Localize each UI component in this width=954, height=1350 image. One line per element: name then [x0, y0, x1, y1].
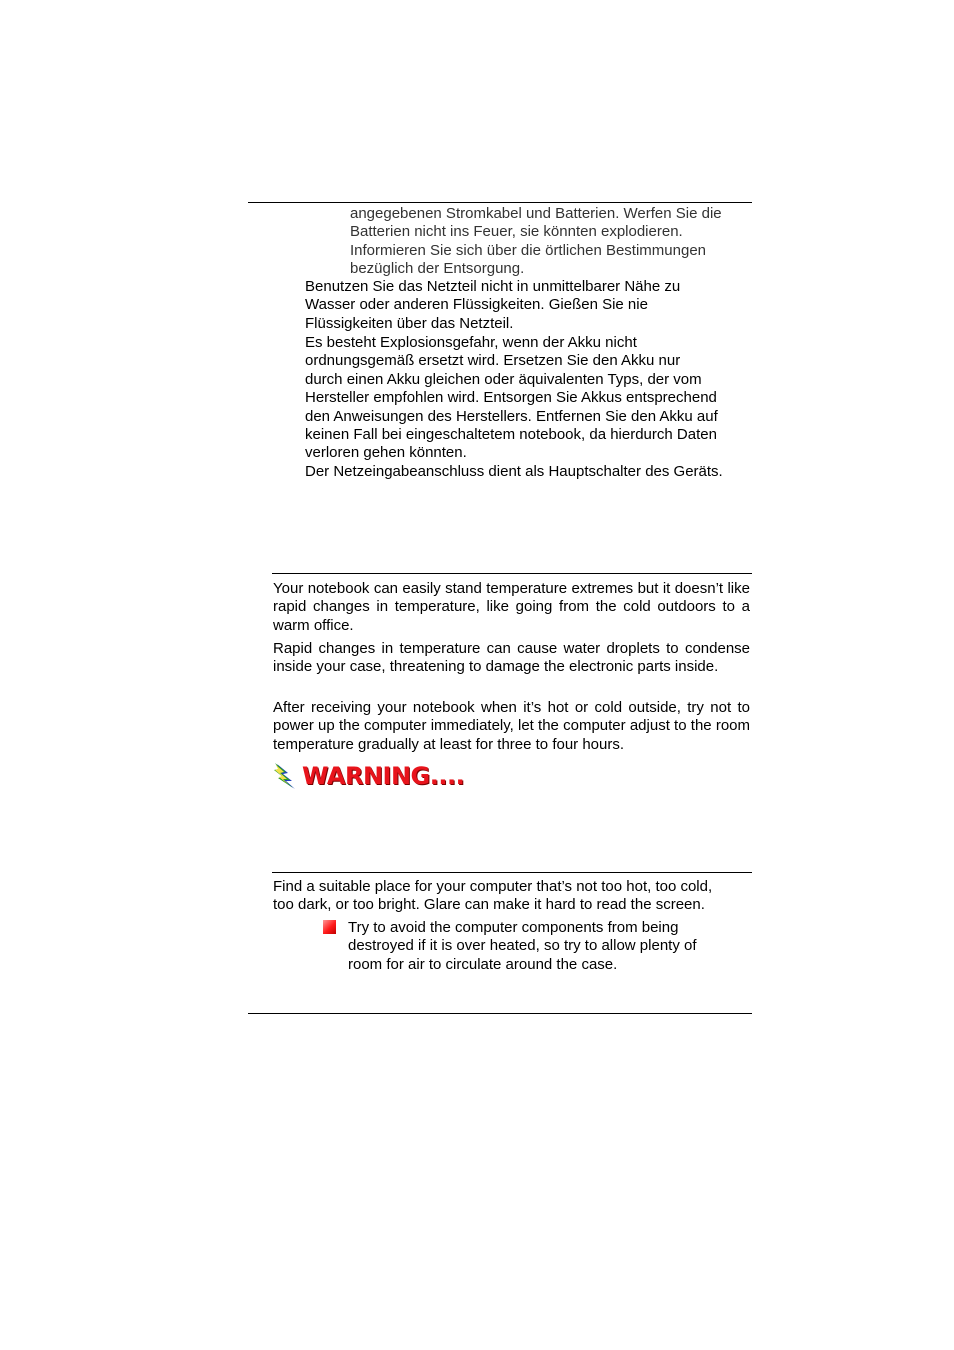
temperature-section-divider	[272, 573, 752, 574]
german-continued-paragraph	[350, 205, 722, 279]
german-power-adapter-paragraph	[305, 278, 680, 333]
text-line: Wasser oder anderen Flüssigkeiten. Gießen Sie nie	[305, 296, 648, 314]
lightning-bolt-icon	[274, 762, 298, 790]
text-line: Hersteller empfohlen wird. Entsorgen Sie Akkus entsprechend	[305, 389, 717, 407]
text-line: room for air to circulate around the case.	[348, 955, 618, 973]
text-line: angegebenen Stromkabel und Batterien. Werfen Sie die	[350, 205, 722, 222]
text-line: Der Netzeingabeanschluss dient als Hauptschalter des Geräts.	[305, 463, 723, 480]
temperature-paragraph-1: Your notebook can easily stand temperature extremes but it doesn’t like rapid changes in temperature, like going from the cold outdoors to a warm office.	[273, 580, 750, 634]
text-line: bezüglich der Entsorgung.	[350, 260, 525, 278]
location-bullet-item	[348, 919, 697, 974]
text-line: ordnungsgemäß ersetzt wird. Ersetzen Sie den Akku nur	[305, 352, 681, 370]
text-line: Benutzen Sie das Netzteil nicht in unmittelbarer Nähe zu	[305, 278, 681, 295]
red-square-bullet-icon	[323, 920, 336, 934]
text-line: Flüssigkeiten über das Netzteil.	[305, 314, 514, 332]
text-line: Es besteht Explosionsgefahr, wenn der Akku nicht	[305, 334, 637, 351]
text-line: destroyed if it is over heated, so try to allow plenty of	[348, 937, 697, 955]
text-line: Batterien nicht ins Feuer, sie könnten explodieren.	[350, 223, 683, 241]
text-line: keinen Fall bei eingeschaltetem notebook, da hierdurch Daten	[305, 426, 717, 444]
temperature-paragraph-3: After receiving your notebook when it’s hot or cold outside, try not to power up the computer immediately, let the computer adjust to the room temperature gradually at least for three to four hours.	[273, 699, 750, 753]
german-main-switch-paragraph	[305, 463, 723, 481]
text-line: Informieren Sie sich über die örtlichen Bestimmungen	[350, 241, 707, 259]
temperature-paragraph-2: Rapid changes in temperature can cause water droplets to condense inside your case, threatening to damage the electronic parts inside.	[273, 640, 750, 676]
warning-label: WARNING....	[302, 762, 465, 790]
text-line: Find a suitable place for your computer that’s not too hot, too cold,	[273, 878, 713, 895]
top-divider	[248, 202, 752, 203]
text-line: verloren gehen könnten.	[305, 444, 467, 462]
location-section-divider	[272, 872, 752, 873]
text-line: too dark, or too bright. Glare can make it hard to read the screen.	[273, 896, 705, 914]
location-intro-paragraph	[273, 878, 712, 915]
text-line: den Anweisungen des Herstellers. Entfernen Sie den Akku auf	[305, 407, 718, 425]
warning-banner	[274, 762, 464, 790]
bottom-divider	[248, 1013, 752, 1014]
german-battery-paragraph	[305, 334, 718, 463]
text-line: Try to avoid the computer components from being	[348, 919, 679, 936]
text-line: durch einen Akku gleichen oder äquivalenten Typs, der vom	[305, 370, 702, 388]
